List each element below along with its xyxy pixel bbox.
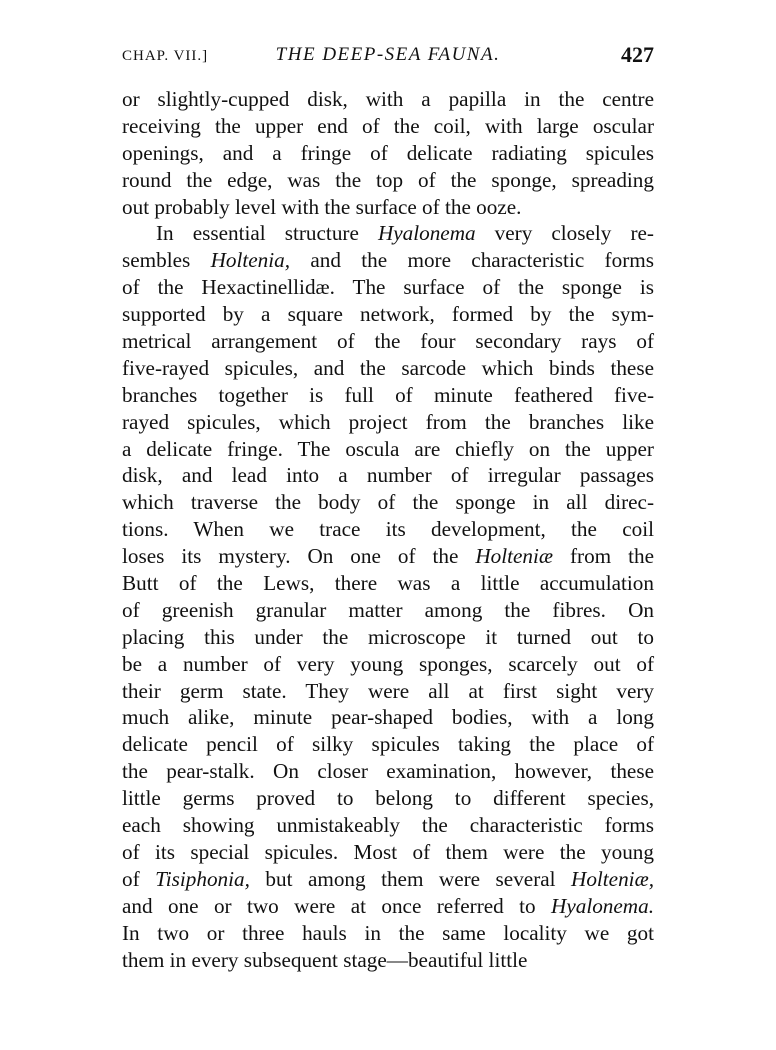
text-segment: from the (553, 544, 655, 569)
text-line (122, 570, 654, 597)
text-segment: disk, and lead into a number of irregular passages (122, 463, 654, 488)
text-line (122, 920, 654, 947)
text-line (122, 140, 654, 167)
text-line (122, 409, 654, 436)
text-line (122, 812, 654, 839)
italic-term: Tisiphonia, (155, 866, 250, 891)
running-title: THE DEEP-SEA FAUNA. (275, 44, 501, 65)
text-line (122, 731, 654, 758)
text-segment: the pear-stalk. On closer examination, however, these (122, 759, 654, 784)
running-header (122, 42, 654, 72)
text-segment: Butt of the Lews, there was a little accumulation (122, 571, 654, 596)
text-segment: very closely re- (475, 221, 654, 246)
text-segment: sembles (122, 248, 211, 273)
text-line (122, 86, 654, 113)
text-segment: each showing unmistakeably the characteristic forms (122, 813, 654, 838)
text-segment: tions. When we trace its development, the coil (122, 517, 654, 542)
text-line (122, 328, 654, 355)
page-number: 427 (621, 42, 654, 67)
text-line (122, 758, 654, 785)
text-line (122, 489, 654, 516)
text-segment: which traverse the body of the sponge in all direc- (122, 490, 654, 515)
text-line (122, 301, 654, 328)
italic-term: Hyalonema. (551, 893, 654, 918)
text-segment: metrical arrangement of the four secondary rays of (122, 329, 654, 354)
text-line (122, 167, 654, 194)
text-segment: In two or three hauls in the same locality we got (122, 920, 654, 945)
text-segment: much alike, minute pear-shaped bodies, with a long (122, 705, 654, 730)
text-segment: round the edge, was the top of the sponge, spreading (122, 167, 654, 192)
text-segment: loses its mystery. On one of the (122, 544, 476, 569)
text-line (122, 247, 654, 274)
text-segment: of greenish granular matter among the fibres. On (122, 597, 654, 622)
text-segment: their germ state. They were all at first sight very (122, 678, 654, 703)
chapter-label: CHAP. VII.] (122, 48, 209, 64)
italic-term: Hyalonema (377, 221, 476, 246)
text-segment: receiving the upper end of the coil, with large oscular (122, 113, 654, 138)
text-segment: of its special spicules. Most of them were the young (122, 839, 654, 864)
text-line (122, 839, 654, 866)
text-line (122, 462, 654, 489)
italic-term: Holteniæ, (571, 866, 654, 891)
text-line (122, 194, 654, 221)
text-line (122, 785, 654, 812)
text-segment: five-rayed spicules, and the sarcode which binds these (122, 355, 654, 380)
text-segment: little germs proved to belong to different species, (122, 786, 654, 811)
text-segment: openings, and a fringe of delicate radiating spicules (122, 140, 654, 165)
text-segment: and one or two were at once referred to (122, 893, 552, 918)
text-line (122, 624, 654, 651)
text-segment: be a number of very young sponges, scarcely out of (122, 651, 654, 676)
text-line (122, 516, 654, 543)
text-line (122, 220, 654, 247)
text-segment: and the more characteristic forms (290, 248, 654, 273)
text-segment: them in every subsequent stage—beautiful little (122, 947, 528, 972)
italic-term: Holtenia, (210, 248, 291, 273)
text-line (122, 597, 654, 624)
text-segment: a delicate fringe. The oscula are chiefly on the upper (122, 436, 654, 461)
text-line (122, 113, 654, 140)
text-segment: but among them were several (249, 866, 572, 891)
text-segment: rayed spicules, which project from the branches like (122, 409, 654, 434)
text-segment: supported by a square network, formed by the sym- (122, 302, 654, 327)
text-line (122, 543, 654, 570)
text-segment: placing this under the microscope it turned out to (122, 624, 654, 649)
text-line (122, 893, 654, 920)
text-segment: branches together is full of minute feathered five- (122, 382, 654, 407)
text-line (122, 866, 654, 893)
text-line (122, 651, 654, 678)
text-line (122, 436, 654, 463)
text-segment: of (122, 866, 156, 891)
text-line (122, 274, 654, 301)
text-segment: or slightly-cupped disk, with a papilla in the centre (122, 87, 654, 111)
text-line (122, 382, 654, 409)
text-line (122, 678, 654, 705)
text-segment: out probably level with the surface of the ooze. (122, 194, 522, 219)
text-line (122, 355, 654, 382)
body-text (122, 86, 654, 973)
text-line (122, 704, 654, 731)
text-segment: of the Hexactinellidæ. The surface of the sponge is (122, 275, 654, 300)
text-segment: delicate pencil of silky spicules taking the place of (122, 732, 654, 757)
italic-term: Holteniæ (475, 544, 554, 569)
text-segment: In essential structure (156, 221, 378, 246)
text-line (122, 947, 654, 974)
